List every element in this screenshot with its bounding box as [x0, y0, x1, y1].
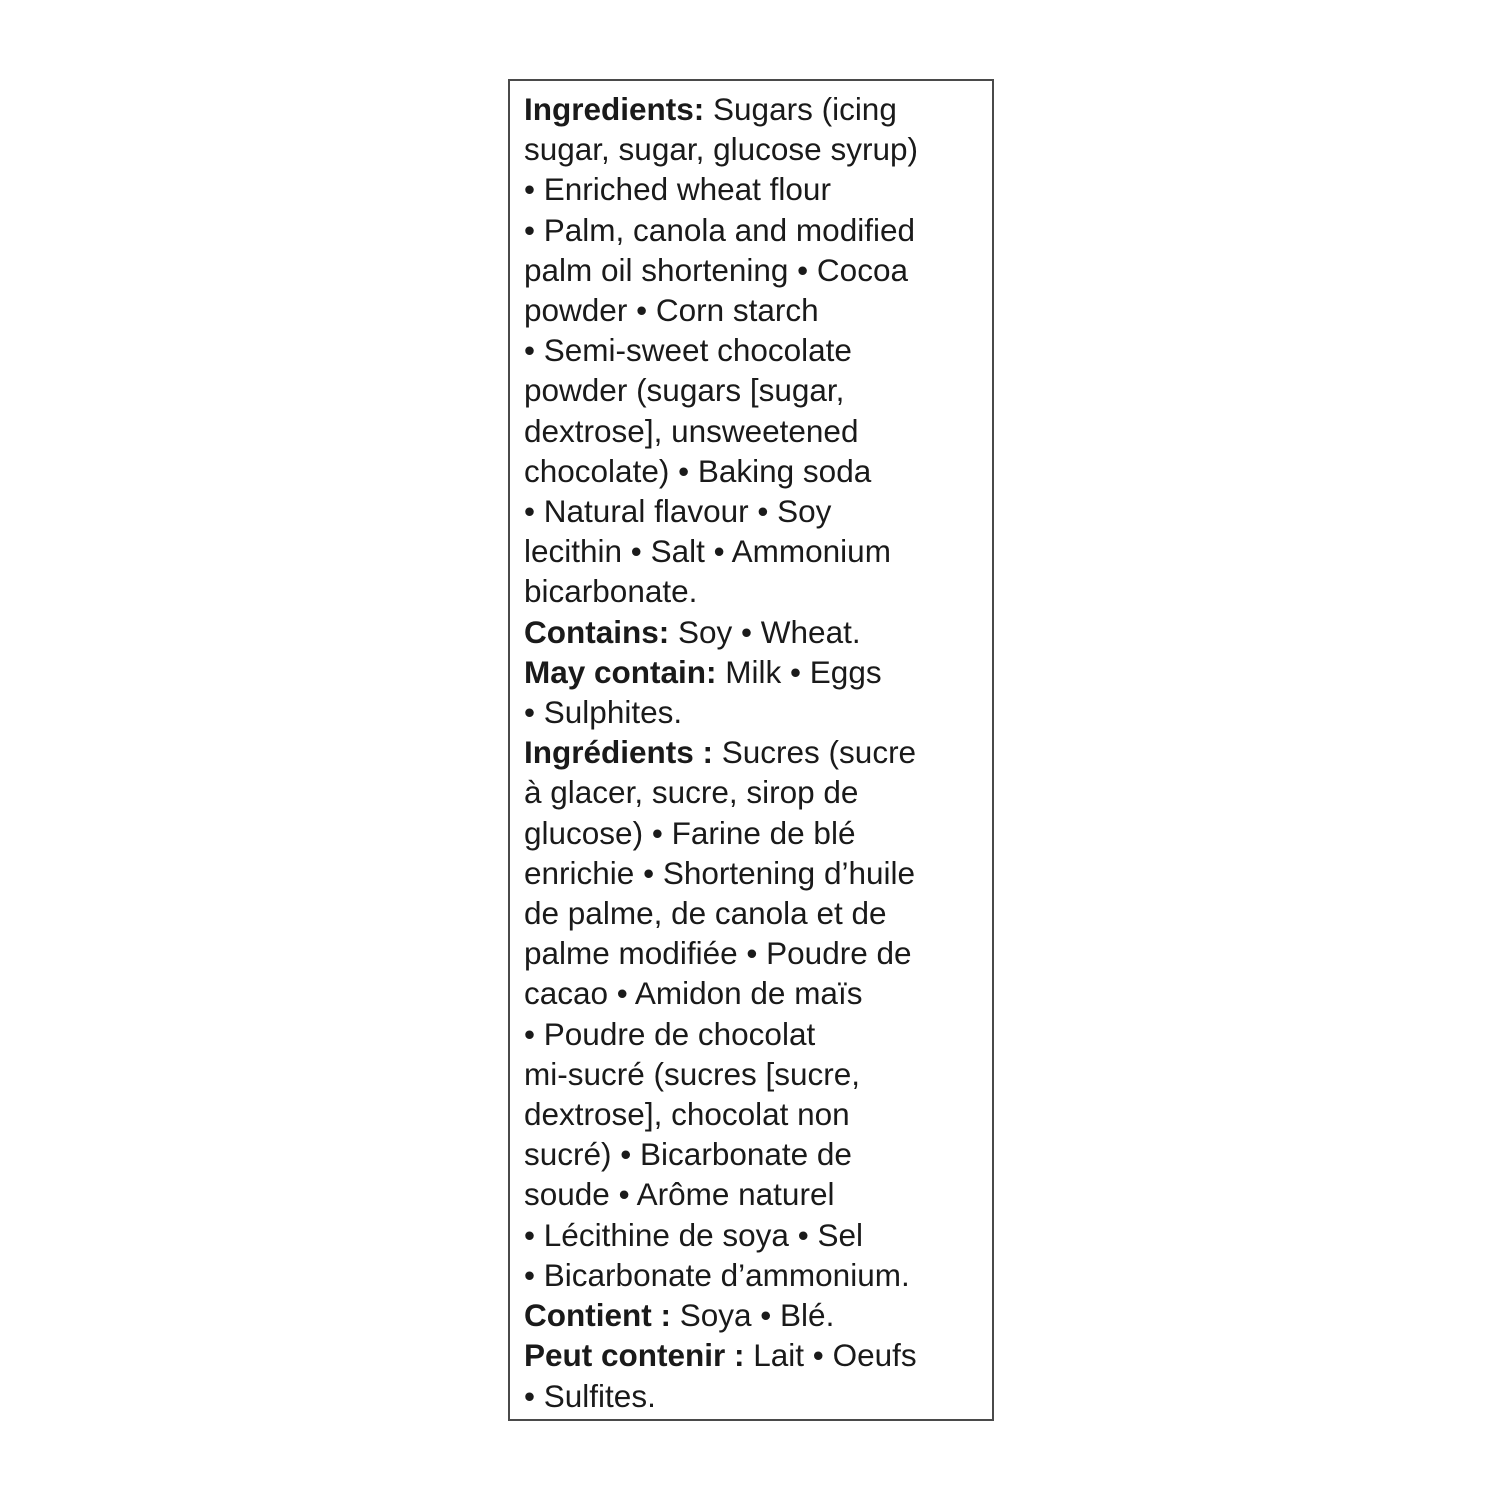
ingredient-text: • Enriched wheat flour: [524, 171, 831, 208]
ingredient-line: [524, 1255, 994, 1295]
ingredient-text: cacao • Amidon de maïs: [524, 975, 863, 1012]
section-heading: Peut contenir :: [524, 1337, 745, 1374]
ingredient-line: [524, 210, 994, 250]
ingredient-text: • Natural flavour • Soy: [524, 493, 832, 530]
ingredient-text: • Sulphites.: [524, 694, 683, 731]
ingredient-text: bicarbonate.: [524, 573, 698, 610]
ingredient-text: lecithin • Salt • Ammonium: [524, 533, 891, 570]
ingredient-text: Lait • Oeufs: [744, 1337, 917, 1374]
ingredient-line: [524, 89, 994, 129]
ingredient-line: [524, 290, 994, 330]
ingredient-text: Milk • Eggs: [716, 653, 882, 690]
ingredients-label-panel: [508, 79, 994, 1421]
ingredient-text: • Poudre de chocolat: [524, 1015, 816, 1052]
ingredient-text: Soy • Wheat.: [669, 613, 861, 650]
ingredient-line: [524, 973, 994, 1013]
ingredient-line: [524, 1215, 994, 1255]
section-heading: Contient :: [524, 1297, 671, 1334]
ingredient-text: Sugars (icing: [704, 91, 897, 127]
ingredient-line: [524, 451, 994, 491]
ingredient-line: [524, 330, 994, 370]
ingredient-line: [524, 612, 994, 652]
ingredient-line: [524, 732, 994, 772]
ingredient-text: à glacer, sucre, sirop de: [524, 774, 859, 811]
ingredient-text: powder • Corn starch: [524, 292, 819, 329]
ingredient-text: dextrose], unsweetened: [524, 412, 859, 449]
ingredient-line: [524, 853, 994, 893]
ingredient-line: [524, 1054, 994, 1094]
ingredient-text: dextrose], chocolat non: [524, 1096, 850, 1133]
ingredient-text: • Semi-sweet chocolate: [524, 332, 852, 369]
ingredient-text: Sucres (sucre: [713, 734, 917, 771]
ingredient-line: [524, 370, 994, 410]
ingredient-line: [524, 129, 994, 169]
ingredient-text: • Palm, canola and modified: [524, 211, 915, 248]
ingredients-text-block: [524, 89, 994, 1416]
ingredient-line: [524, 1094, 994, 1134]
ingredient-text: soude • Arôme naturel: [524, 1176, 835, 1213]
ingredient-text: palme modifiée • Poudre de: [524, 935, 912, 972]
ingredient-text: chocolate) • Baking soda: [524, 452, 872, 489]
section-heading: Ingredients:: [524, 91, 705, 127]
ingredient-line: [524, 933, 994, 973]
ingredient-line: [524, 1295, 994, 1335]
ingredient-line: [524, 250, 994, 290]
ingredient-text: • Bicarbonate d’ammonium.: [524, 1256, 910, 1293]
ingredient-text: powder (sugars [sugar,: [524, 372, 845, 409]
ingredient-text: mi-sucré (sucres [sucre,: [524, 1055, 861, 1092]
ingredient-text: enrichie • Shortening d’huile: [524, 854, 916, 891]
ingredient-text: Soya • Blé.: [670, 1297, 835, 1334]
ingredient-line: [524, 1014, 994, 1054]
ingredient-line: [524, 531, 994, 571]
ingredient-line: [524, 1376, 994, 1416]
ingredient-line: [524, 772, 994, 812]
ingredient-line: [524, 571, 994, 611]
ingredient-line: [524, 692, 994, 732]
ingredient-line: [524, 652, 994, 692]
ingredient-text: glucose) • Farine de blé: [524, 814, 856, 851]
ingredient-text: sucré) • Bicarbonate de: [524, 1136, 852, 1173]
ingredient-line: [524, 1335, 994, 1375]
ingredient-line: [524, 1174, 994, 1214]
ingredient-line: [524, 1134, 994, 1174]
ingredient-line: [524, 169, 994, 209]
ingredient-text: palm oil shortening • Cocoa: [524, 251, 908, 288]
ingredient-line: [524, 893, 994, 933]
ingredient-text: de palme, de canola et de: [524, 895, 887, 932]
ingredient-line: [524, 411, 994, 451]
section-heading: Ingrédients :: [524, 734, 714, 771]
section-heading: May contain:: [524, 653, 717, 690]
ingredient-text: • Lécithine de soya • Sel: [524, 1216, 864, 1253]
section-heading: Contains:: [524, 613, 670, 650]
ingredient-text: sugar, sugar, glucose syrup): [524, 131, 918, 168]
ingredient-line: [524, 491, 994, 531]
ingredient-line: [524, 813, 994, 853]
ingredient-text: • Sulfites.: [524, 1377, 656, 1414]
